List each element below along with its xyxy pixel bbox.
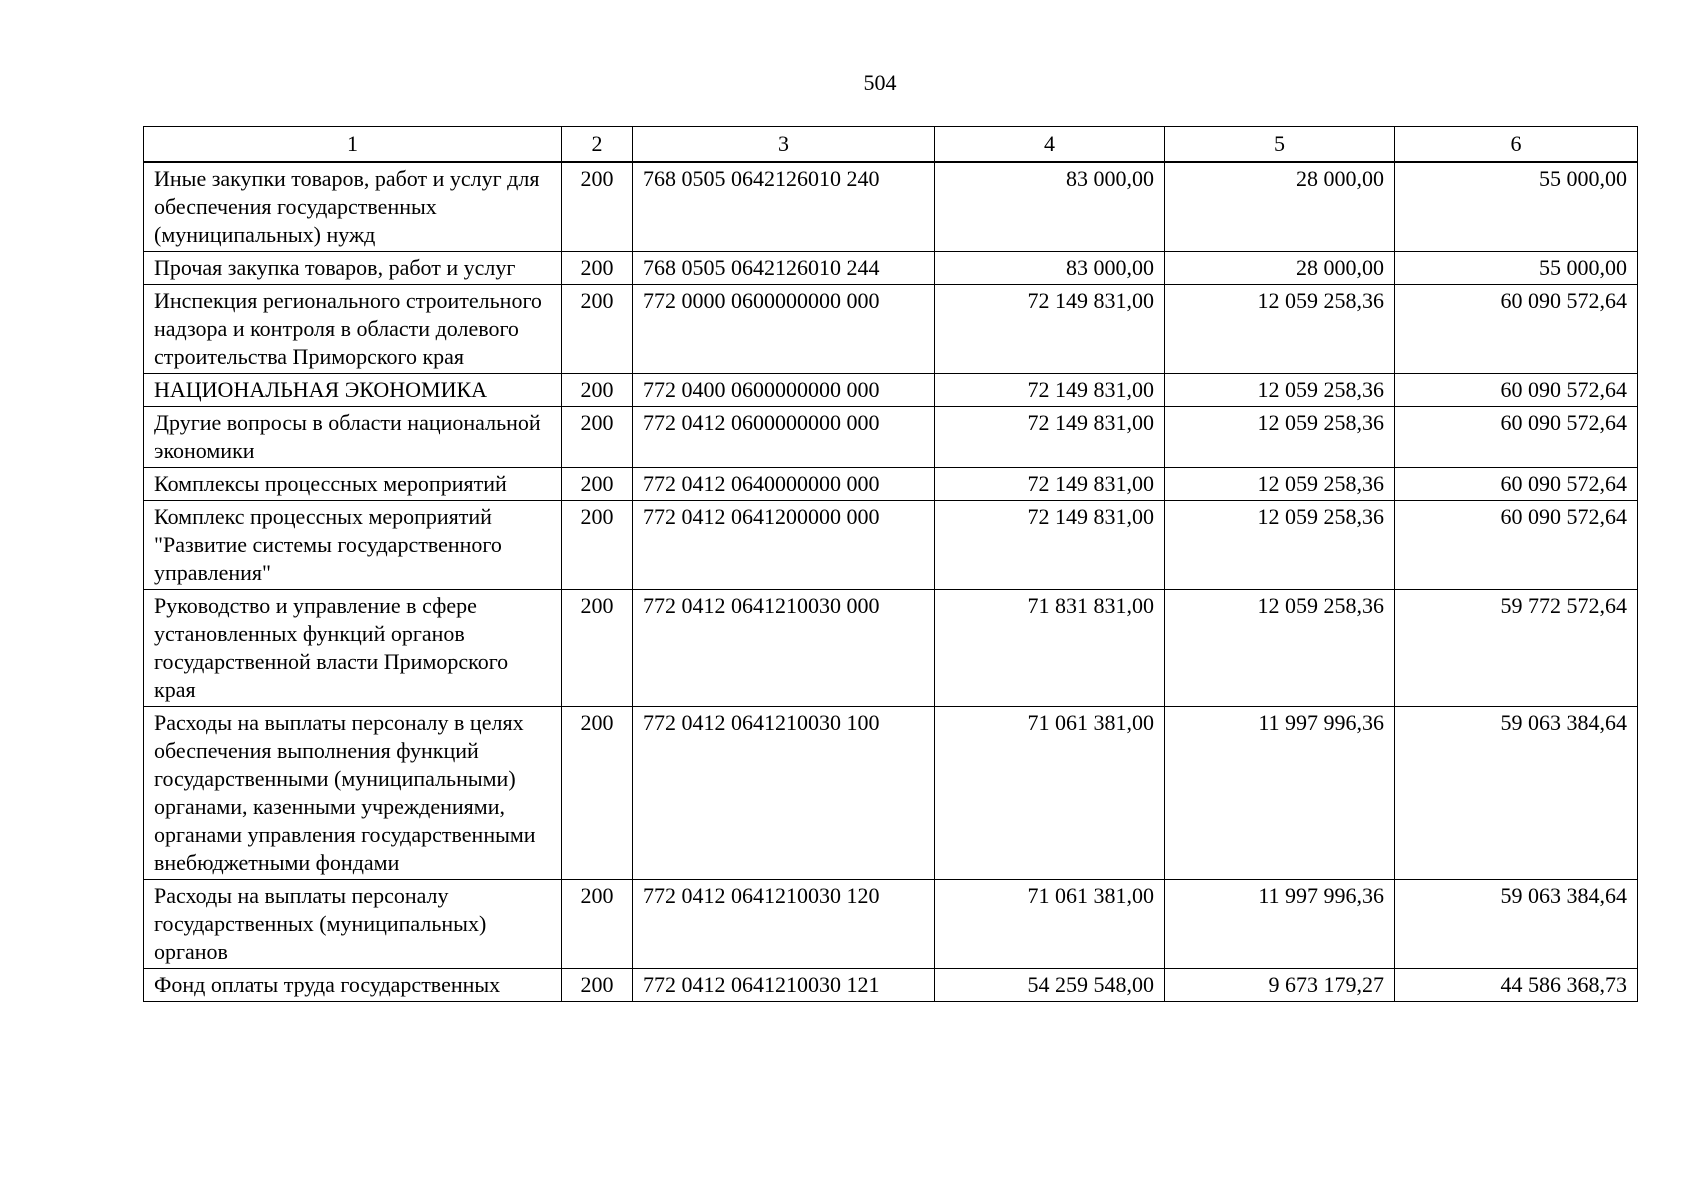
row-kbk: 772 0412 0641210030 121 (633, 969, 935, 1002)
row-kbk: 772 0412 0640000000 000 (633, 468, 935, 501)
row-col5: 9 673 179,27 (1165, 969, 1395, 1002)
row-code: 200 (562, 407, 633, 468)
row-code: 200 (562, 707, 633, 880)
page-number: 504 (863, 70, 897, 95)
row-col4: 71 831 831,00 (935, 590, 1165, 707)
row-col6: 55 000,00 (1395, 252, 1638, 285)
row-code: 200 (562, 285, 633, 374)
table-row (144, 969, 1638, 1002)
row-code: 200 (562, 374, 633, 407)
row-col5: 12 059 258,36 (1165, 468, 1395, 501)
row-code: 200 (562, 880, 633, 969)
row-col5: 12 059 258,36 (1165, 501, 1395, 590)
row-col4: 83 000,00 (935, 252, 1165, 285)
row-col6: 44 586 368,73 (1395, 969, 1638, 1002)
row-code: 200 (562, 252, 633, 285)
row-kbk: 772 0000 0600000000 000 (633, 285, 935, 374)
row-col5: 12 059 258,36 (1165, 407, 1395, 468)
table-row (144, 407, 1638, 468)
row-col6: 60 090 572,64 (1395, 285, 1638, 374)
table-row (144, 252, 1638, 285)
table-header-row (144, 127, 1638, 163)
row-kbk: 768 0505 0642126010 244 (633, 252, 935, 285)
row-col4: 71 061 381,00 (935, 707, 1165, 880)
table-row (144, 590, 1638, 707)
row-col4: 54 259 548,00 (935, 969, 1165, 1002)
row-kbk: 772 0400 0600000000 000 (633, 374, 935, 407)
row-kbk: 772 0412 0641200000 000 (633, 501, 935, 590)
row-col5: 28 000,00 (1165, 252, 1395, 285)
row-col4: 72 149 831,00 (935, 374, 1165, 407)
row-name: Комплекс процессных мероприятий "Развитие системы государственного управления" (144, 501, 562, 590)
row-col6: 55 000,00 (1395, 162, 1638, 252)
column-header-3: 3 (633, 127, 935, 163)
row-col4: 72 149 831,00 (935, 468, 1165, 501)
row-kbk: 772 0412 0641210030 000 (633, 590, 935, 707)
row-code: 200 (562, 162, 633, 252)
row-name: Прочая закупка товаров, работ и услуг (144, 252, 562, 285)
row-col6: 60 090 572,64 (1395, 407, 1638, 468)
table-row (144, 374, 1638, 407)
column-header-2: 2 (562, 127, 633, 163)
row-kbk: 772 0412 0641210030 120 (633, 880, 935, 969)
row-col5: 28 000,00 (1165, 162, 1395, 252)
budget-table (143, 126, 1638, 1002)
row-name: НАЦИОНАЛЬНАЯ ЭКОНОМИКА (144, 374, 562, 407)
table-row (144, 285, 1638, 374)
row-col5: 12 059 258,36 (1165, 374, 1395, 407)
row-code: 200 (562, 969, 633, 1002)
row-col4: 83 000,00 (935, 162, 1165, 252)
table-row (144, 880, 1638, 969)
row-col6: 60 090 572,64 (1395, 374, 1638, 407)
row-col5: 11 997 996,36 (1165, 880, 1395, 969)
row-code: 200 (562, 468, 633, 501)
row-kbk: 768 0505 0642126010 240 (633, 162, 935, 252)
row-name: Расходы на выплаты персоналу государственных (муниципальных) органов (144, 880, 562, 969)
row-col6: 59 063 384,64 (1395, 880, 1638, 969)
row-name: Комплексы процессных мероприятий (144, 468, 562, 501)
row-kbk: 772 0412 0641210030 100 (633, 707, 935, 880)
row-name: Фонд оплаты труда государственных (144, 969, 562, 1002)
row-col6: 60 090 572,64 (1395, 468, 1638, 501)
table-row (144, 707, 1638, 880)
row-code: 200 (562, 501, 633, 590)
table-row (144, 501, 1638, 590)
row-name: Расходы на выплаты персоналу в целях обеспечения выполнения функций государственными (муниципальными) органами, казенными учреждениями, органами управления государственными внебюджетными фондами (144, 707, 562, 880)
row-kbk: 772 0412 0600000000 000 (633, 407, 935, 468)
row-code: 200 (562, 590, 633, 707)
row-col5: 11 997 996,36 (1165, 707, 1395, 880)
row-col6: 60 090 572,64 (1395, 501, 1638, 590)
row-name: Руководство и управление в сфере установленных функций органов государственной власти Приморского края (144, 590, 562, 707)
column-header-5: 5 (1165, 127, 1395, 163)
table-row (144, 162, 1638, 252)
row-col6: 59 772 572,64 (1395, 590, 1638, 707)
column-header-6: 6 (1395, 127, 1638, 163)
row-name: Другие вопросы в области национальной экономики (144, 407, 562, 468)
row-name: Иные закупки товаров, работ и услуг для обеспечения государственных (муниципальных) нужд (144, 162, 562, 252)
row-name: Инспекция регионального строительного надзора и контроля в области долевого строительства Приморского края (144, 285, 562, 374)
row-col4: 72 149 831,00 (935, 501, 1165, 590)
column-header-4: 4 (935, 127, 1165, 163)
row-col4: 72 149 831,00 (935, 285, 1165, 374)
row-col5: 12 059 258,36 (1165, 590, 1395, 707)
column-header-1: 1 (144, 127, 562, 163)
row-col6: 59 063 384,64 (1395, 707, 1638, 880)
table-row (144, 468, 1638, 501)
row-col4: 71 061 381,00 (935, 880, 1165, 969)
row-col4: 72 149 831,00 (935, 407, 1165, 468)
row-col5: 12 059 258,36 (1165, 285, 1395, 374)
